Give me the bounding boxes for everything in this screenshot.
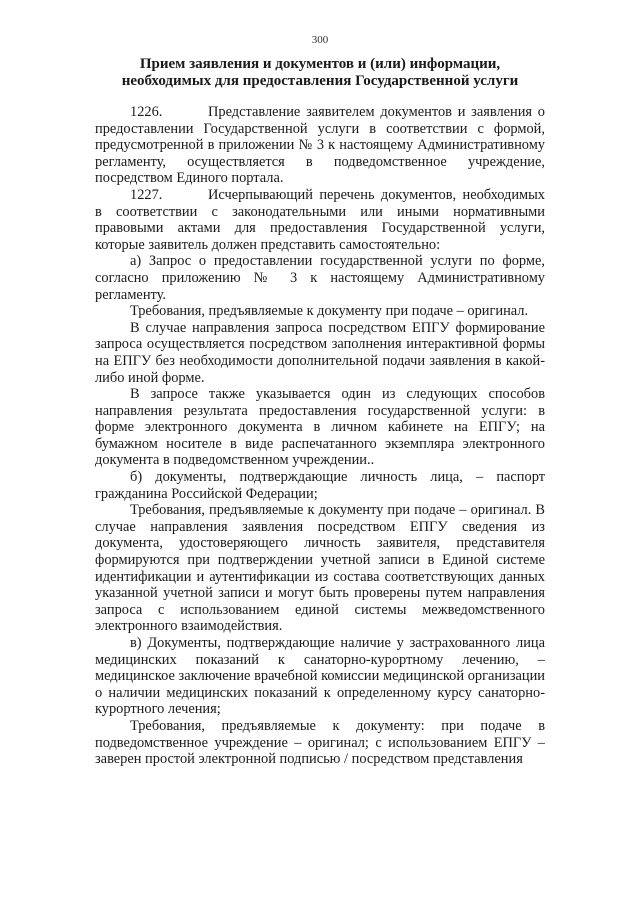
section-title: Прием заявления и документов и (или) информации, необходимых для предоставления Государственной услуги: [121, 56, 519, 89]
paragraph: а) Запрос о предоставлении государственной услуги по форме, согласно приложению № 3 к настоящему Административному регламенту.: [95, 253, 545, 303]
paragraph-text: Исчерпывающий перечень документов, необходимых в соответствии с законодательными или иными нормативными правовыми актами для предоставления Государственной услуги, которые заявитель должен представить самостоятельно:: [95, 186, 545, 253]
paragraph-number: 1227.: [130, 186, 163, 203]
paragraph: Требования, предъявляемые к документу при подаче – оригинал.: [130, 303, 529, 320]
paragraph: Требования, предъявляемые к документу: при подаче в подведомственное учреждение – оригинал; с использованием ЕПГУ – заверен простой электронной подписью / посредством представления: [95, 717, 545, 768]
paragraph: В запросе также указывается один из следующих способов направления результата предоставления государственной услуги: в форме электронного документа в личном кабинете на ЕПГУ; на бумажном носителе в виде распечатанного экземпляра электронного документа в подведомственном учреждении..: [95, 386, 545, 469]
paragraph-text: Представление заявителем документов и заявления о предоставлении Государственной услуги в соответствии с формой, предусмотренной в приложении № 3 к настоящему Административному регламенту, осуществляется в подведомственное учреждение, посредством Единого портала.: [95, 104, 545, 187]
paragraph-1226: [95, 104, 545, 187]
paragraph: б) документы, подтверждающие личность лица, – паспорт гражданина Российской Федерации;: [95, 469, 545, 502]
paragraph-number: 1226.: [130, 104, 163, 120]
paragraph: Требования, предъявляемые к документу при подаче – оригинал. В случае направления заявления посредством ЕПГУ сведения из документа, удостоверяющего личность заявителя, представителя формируются при подтверждении учетной записи в Единой системе идентификации и аутентификации из состава соответствующих данных указанной учетной записи и могут быть проверены путем направления запроса с использованием единой системы межведомственного электронного взаимодействия.: [95, 502, 545, 635]
page-number: 300: [311, 34, 329, 46]
paragraph: В случае направления запроса посредством ЕПГУ формирование запроса осуществляется посредством заполнения интерактивной формы на ЕПГУ без необходимости дополнительной подачи заявления в какой-либо иной форме.: [95, 319, 545, 386]
document-body: [95, 56, 545, 768]
paragraph: в) Документы, подтверждающие наличие у застрахованного лица медицинских показаний к санаторно-курортному лечению, – медицинское заключение врачебной комиссии медицинской организации о наличии медицинских показаний к определенному курсу санаторно-курортного лечения;: [95, 635, 545, 718]
paragraph-1227: [95, 187, 545, 253]
